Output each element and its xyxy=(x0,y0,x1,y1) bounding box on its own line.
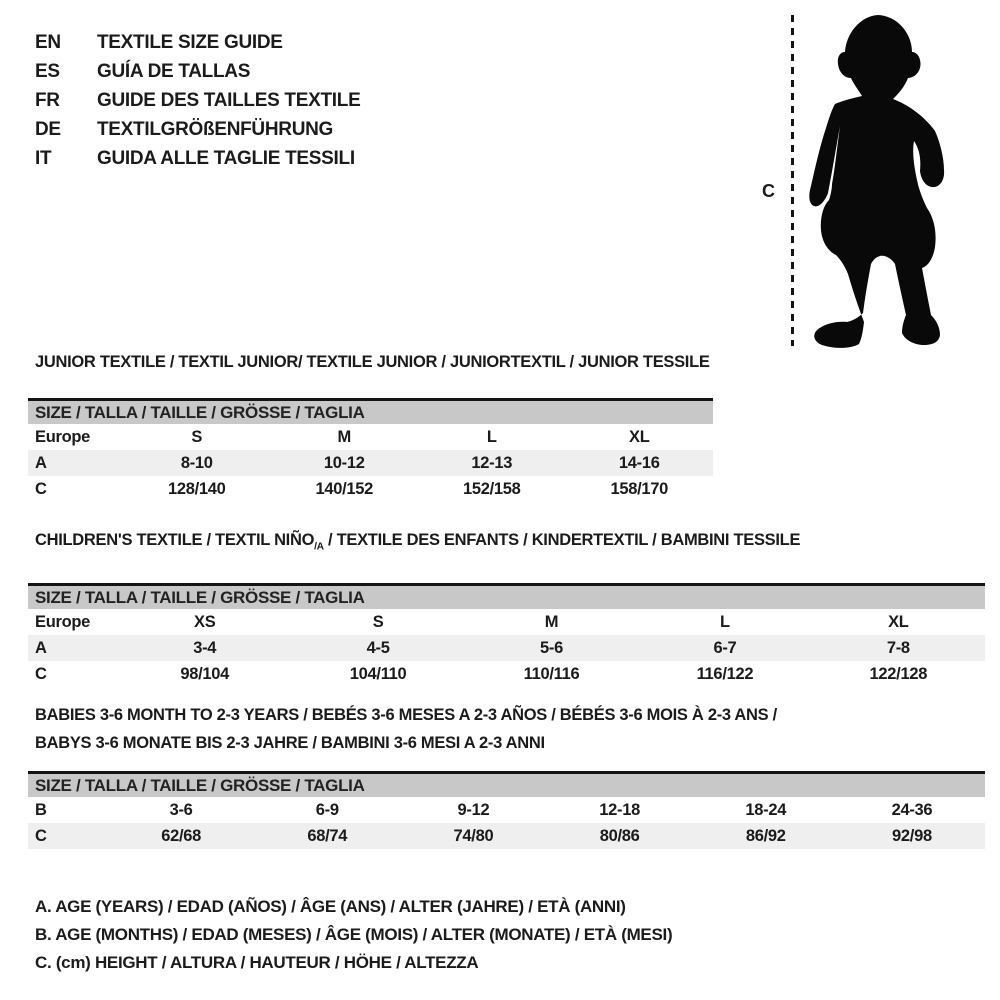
row-label: C xyxy=(35,664,47,683)
size-cell: XS xyxy=(193,612,216,631)
height-cell: 104/110 xyxy=(349,664,407,683)
height-cell: 62/68 xyxy=(161,826,201,845)
row-label: A xyxy=(35,638,47,657)
row-label: C xyxy=(35,826,47,845)
row-label: C xyxy=(35,479,47,498)
height-cell: 86/92 xyxy=(745,826,786,845)
babies-table-title xyxy=(28,701,985,757)
babies-table xyxy=(28,771,985,849)
title-text: / TEXTILE DES ENFANTS / KINDERTEXTIL / BAMBINI TESSILE xyxy=(323,531,801,549)
row-label: Europe xyxy=(35,612,91,631)
junior-textile-section xyxy=(28,352,713,502)
language-row-de xyxy=(35,115,360,144)
note-age-years: A. AGE (YEARS) / EDAD (AÑOS) / ÂGE (ANS) / ALTER (JAHRE) / ETÀ (ANNI) xyxy=(35,897,626,916)
babies-textile-section xyxy=(28,701,985,849)
note-age-months: B. AGE (MONTHS) / EDAD (MESES) / ÂGE (MOIS) / ALTER (MONATE) / ETÀ (MESI) xyxy=(35,925,673,944)
childrens-textile-section xyxy=(28,530,985,687)
age-cell: 18-24 xyxy=(745,800,787,819)
height-measure-dotted-line xyxy=(791,15,794,346)
age-cell: 4-5 xyxy=(366,638,390,657)
age-cell: 6-9 xyxy=(315,800,339,819)
height-cell: 74/80 xyxy=(453,826,494,845)
age-cell: 3-4 xyxy=(193,638,217,657)
title-text: CHILDREN'S TEXTILE / TEXTIL NIÑO xyxy=(35,531,315,549)
table-row-age-months xyxy=(28,797,985,823)
size-cell: XL xyxy=(888,612,909,631)
language-code: ES xyxy=(35,60,60,82)
age-cell: 12-13 xyxy=(471,453,513,472)
table-row-height xyxy=(28,661,985,687)
table-row-age xyxy=(28,450,713,476)
language-code: FR xyxy=(35,89,60,111)
language-code: DE xyxy=(35,118,61,140)
note-height-cm: C. (cm) HEIGHT / ALTURA / HAUTEUR / HÖHE / ALTEZZA xyxy=(35,953,479,972)
table-row-europe xyxy=(28,424,713,450)
age-cell: 10-12 xyxy=(323,453,365,472)
size-header-bar: SIZE / TALLA / TAILLE / GRÖSSE / TAGLIA xyxy=(28,774,985,797)
age-cell: 5-6 xyxy=(540,638,563,657)
age-cell: 9-12 xyxy=(457,800,490,819)
guide-title-it: GUIDA ALLE TAGLIE TESSILI xyxy=(97,147,355,169)
height-cell: 68/74 xyxy=(307,826,348,845)
language-code: IT xyxy=(35,147,52,169)
age-cell: 12-18 xyxy=(599,800,640,819)
size-cell: XL xyxy=(629,427,650,446)
size-header-bar: SIZE / TALLA / TAILLE / GRÖSSE / TAGLIA xyxy=(28,401,713,424)
size-cell: S xyxy=(191,427,203,446)
height-cell: 80/86 xyxy=(599,826,640,845)
guide-title-de: TEXTILGRÖßENFÜHRUNG xyxy=(97,118,334,140)
age-cell: 6-7 xyxy=(713,638,737,657)
babies-title-line1: BABIES 3-6 MONTH TO 2-3 YEARS / BEBÉS 3-6 MESES A 2-3 AÑOS / BÉBÉS 3-6 MOIS À 2-3 ANS / xyxy=(35,706,777,724)
age-cell: 3-6 xyxy=(169,800,193,819)
height-measure-label: C xyxy=(762,181,775,201)
height-cell: 92/98 xyxy=(892,826,932,845)
junior-table xyxy=(28,398,713,502)
age-cell: 14-16 xyxy=(618,453,660,472)
guide-title-es: GUÍA DE TALLAS xyxy=(97,60,251,82)
height-cell: 152/158 xyxy=(462,479,521,498)
language-row-en xyxy=(35,28,360,57)
age-cell: 24-36 xyxy=(891,800,933,819)
guide-title-fr: GUIDE DES TAILLES TEXTILE xyxy=(97,89,361,111)
table-row-height xyxy=(28,823,985,849)
language-row-fr xyxy=(35,86,360,115)
row-label: B xyxy=(35,800,47,819)
childrens-table-title xyxy=(28,530,985,557)
language-list xyxy=(35,28,360,173)
language-code: EN xyxy=(35,31,61,53)
junior-table-title: JUNIOR TEXTILE / TEXTIL JUNIOR/ TEXTILE JUNIOR / JUNIORTEXTIL / JUNIOR TESSILE xyxy=(35,353,710,371)
height-cell: 98/104 xyxy=(180,664,230,683)
age-cell: 7-8 xyxy=(886,638,910,657)
language-row-it xyxy=(35,144,360,173)
legend-notes xyxy=(35,893,672,977)
height-cell: 140/152 xyxy=(315,479,374,498)
row-label: A xyxy=(35,453,47,472)
table-row-height xyxy=(28,476,713,502)
height-cell: 158/170 xyxy=(610,479,669,498)
title-subscript: /A xyxy=(314,541,324,553)
row-label: Europe xyxy=(35,427,91,446)
table-row-age xyxy=(28,635,985,661)
guide-title-en: TEXTILE SIZE GUIDE xyxy=(97,31,283,53)
size-cell: M xyxy=(337,427,351,446)
height-cell: 116/122 xyxy=(696,664,754,683)
size-header-bar: SIZE / TALLA / TAILLE / GRÖSSE / TAGLIA xyxy=(28,586,985,609)
babies-title-line2: BABYS 3-6 MONATE BIS 2-3 JAHRE / BAMBINI 3-6 MESI A 2-3 ANNI xyxy=(35,734,545,752)
height-cell: 122/128 xyxy=(869,664,928,683)
language-row-es xyxy=(35,57,360,86)
size-cell: S xyxy=(372,612,384,631)
height-cell: 128/140 xyxy=(167,479,226,498)
size-cell: L xyxy=(720,612,730,631)
table-row-europe xyxy=(28,609,985,635)
toddler-silhouette-image xyxy=(806,8,954,350)
childrens-table xyxy=(28,583,985,687)
age-cell: 8-10 xyxy=(180,453,213,472)
size-cell: L xyxy=(486,427,497,446)
height-cell: 110/116 xyxy=(523,664,580,683)
size-cell: M xyxy=(544,612,559,631)
